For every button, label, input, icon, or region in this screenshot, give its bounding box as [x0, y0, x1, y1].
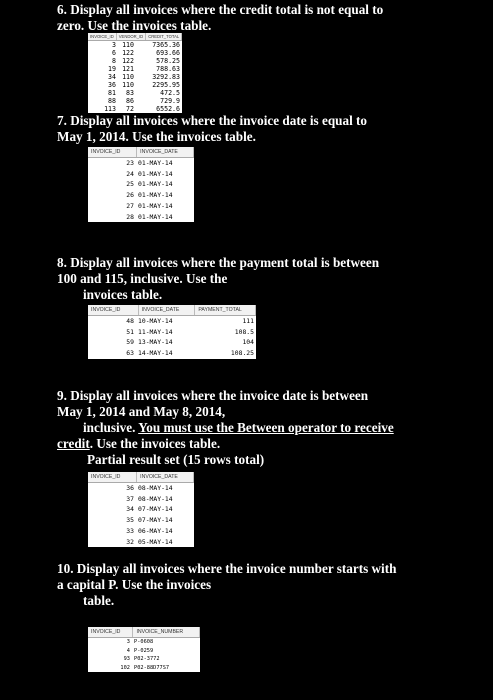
- question-8-line2: 100 and 115, inclusive. Use the: [57, 271, 228, 286]
- table-cell: P-0259: [134, 647, 154, 654]
- table-row: [88, 158, 194, 169]
- table-cell: 81: [108, 89, 116, 97]
- col-header: INVOICE_ID: [88, 147, 137, 157]
- table-row: [88, 73, 182, 81]
- question-10-line1: 10. Display all invoices where the invoice number starts with: [57, 561, 397, 576]
- table-cell: 113: [104, 105, 116, 113]
- table-cell: 32: [126, 537, 134, 546]
- table-row: [88, 57, 182, 65]
- q7-result-table: [88, 147, 194, 222]
- table-row: [88, 526, 194, 537]
- question-7-line1: 7. Display all invoices where the invoice date is equal to: [57, 113, 368, 128]
- table-cell: 08-MAY-14: [138, 484, 173, 492]
- table-row: [88, 212, 194, 223]
- table-row: [88, 65, 182, 73]
- table-cell: 122: [122, 57, 134, 65]
- q8-result-table: [88, 305, 256, 359]
- table-row: [88, 647, 200, 656]
- table-row: [88, 494, 194, 505]
- table-row: [88, 41, 182, 49]
- question-9-line3-text: inclusive.: [83, 420, 139, 435]
- question-9-partial-note: Partial result set (15 rows total): [87, 452, 265, 467]
- table-cell: 3: [126, 639, 130, 645]
- table-cell: 01-MAY-14: [138, 169, 173, 178]
- table-cell: 729.9: [160, 97, 180, 105]
- question-9-line3: [57, 420, 442, 436]
- table-cell: 121: [122, 65, 134, 73]
- table-cell: 2295.95: [152, 81, 180, 89]
- table-row: [88, 201, 194, 212]
- question-9-line4: [57, 436, 442, 452]
- table-cell: 28: [126, 212, 134, 221]
- question-10-line2: a capital P. Use the invoices: [57, 577, 212, 592]
- table-row: [88, 655, 200, 664]
- table-cell: 34: [108, 73, 116, 81]
- table-cell: P02-88D77S7: [134, 664, 170, 671]
- table-header: [88, 472, 194, 483]
- q10-result-table: [88, 627, 200, 672]
- col-header: INVOICE_DATE: [137, 472, 194, 482]
- q6-result-table: [88, 33, 182, 113]
- table-cell: 86: [126, 97, 134, 105]
- table-row: [88, 348, 256, 359]
- question-6: [57, 2, 442, 34]
- table-cell: 11-MAY-14: [138, 327, 173, 336]
- table-cell: 33: [126, 526, 134, 535]
- question-6-line2: zero. Use the invoices table.: [57, 18, 212, 33]
- table-cell: 24: [126, 169, 134, 178]
- table-cell: 05-MAY-14: [138, 537, 173, 546]
- col-header: INVOICE_ID: [88, 472, 137, 482]
- question-10-line3: table.: [83, 593, 115, 608]
- table-cell: 01-MAY-14: [138, 159, 173, 167]
- table-row: [88, 81, 182, 89]
- question-9-requirement-end: credit: [57, 436, 90, 451]
- table-cell: 01-MAY-14: [138, 201, 173, 210]
- table-cell: 25: [126, 180, 134, 189]
- table-cell: 23: [126, 159, 134, 167]
- table-cell: 3292.83: [152, 73, 180, 81]
- table-cell: 110: [122, 41, 134, 49]
- question-7: [57, 113, 442, 145]
- col-header: INVOICE_DATE: [139, 305, 196, 315]
- table-cell: 693.66: [156, 49, 180, 57]
- table-row: [88, 483, 194, 494]
- table-cell: 108.5: [234, 327, 254, 336]
- table-row: [88, 179, 194, 190]
- table-cell: 59: [126, 338, 134, 347]
- question-9: [57, 388, 442, 468]
- table-row: [88, 89, 182, 97]
- question-10: [57, 561, 442, 609]
- col-header: INVOICE_ID: [88, 305, 139, 315]
- question-9-line4-text: . Use the invoices table.: [89, 436, 221, 451]
- col-header: INVOICE_ID: [88, 627, 133, 637]
- table-cell: 35: [126, 516, 134, 525]
- col-header: PAYMENT_TOTAL: [195, 305, 256, 315]
- table-cell: 07-MAY-14: [138, 505, 173, 514]
- table-cell: 108.25: [230, 349, 254, 358]
- question-8: [57, 255, 442, 303]
- table-cell: 37: [126, 494, 134, 503]
- table-cell: 110: [122, 73, 134, 81]
- question-9-requirement: You must use the Between operator to receive: [138, 420, 394, 435]
- table-row: [88, 537, 194, 548]
- table-cell: 01-MAY-14: [138, 191, 173, 200]
- table-cell: 48: [126, 317, 134, 325]
- table-row: [88, 664, 200, 673]
- table-row: [88, 169, 194, 180]
- table-header: [88, 305, 256, 316]
- table-cell: 72: [126, 105, 134, 113]
- col-header: INVOICE_DATE: [137, 147, 194, 157]
- table-cell: 788.63: [156, 65, 180, 73]
- table-cell: 4: [126, 647, 130, 654]
- table-cell: 88: [108, 97, 116, 105]
- table-row: [88, 638, 200, 647]
- col-header: VENDOR_ID: [117, 33, 146, 40]
- table-header: [88, 147, 194, 158]
- table-cell: 472.5: [160, 89, 180, 97]
- table-row: [88, 337, 256, 348]
- table-cell: 83: [126, 89, 134, 97]
- q9-result-table: [88, 472, 194, 547]
- table-cell: 08-MAY-14: [138, 494, 173, 503]
- table-header: [88, 33, 182, 41]
- table-cell: 14-MAY-14: [138, 349, 173, 358]
- table-cell: 63: [126, 349, 134, 358]
- table-cell: 6552.6: [156, 105, 180, 113]
- table-row: [88, 515, 194, 526]
- table-cell: 06-MAY-14: [138, 526, 173, 535]
- table-cell: 36: [108, 81, 116, 89]
- table-cell: 36: [126, 484, 134, 492]
- table-cell: 27: [126, 201, 134, 210]
- table-cell: 26: [126, 191, 134, 200]
- table-row: [88, 316, 256, 327]
- table-cell: 104: [242, 338, 254, 347]
- table-cell: 01-MAY-14: [138, 180, 173, 189]
- col-header: INVOICE_ID: [88, 33, 117, 40]
- table-cell: P-0608: [134, 639, 154, 645]
- table-row: [88, 327, 256, 338]
- question-9-line2: May 1, 2014 and May 8, 2014,: [57, 404, 226, 419]
- table-cell: 3: [112, 41, 116, 49]
- table-cell: 8: [112, 57, 116, 65]
- col-header: INVOICE_NUMBER: [133, 627, 200, 637]
- table-cell: 51: [126, 327, 134, 336]
- table-cell: 110: [122, 81, 134, 89]
- table-cell: 01-MAY-14: [138, 212, 173, 221]
- table-cell: 19: [108, 65, 116, 73]
- table-cell: 07-MAY-14: [138, 516, 173, 525]
- table-row: [88, 97, 182, 105]
- table-cell: 7365.36: [152, 41, 180, 49]
- question-8-line1: 8. Display all invoices where the payment total is between: [57, 255, 380, 270]
- question-6-line1: 6. Display all invoices where the credit total is not equal to: [57, 2, 384, 17]
- table-cell: 93: [123, 656, 130, 663]
- table-cell: 578.25: [156, 57, 180, 65]
- table-cell: 122: [122, 49, 134, 57]
- table-row: [88, 504, 194, 515]
- table-cell: 6: [112, 49, 116, 57]
- table-cell: 111: [242, 317, 254, 325]
- table-cell: 13-MAY-14: [138, 338, 173, 347]
- col-header: CREDIT_TOTAL: [146, 33, 182, 40]
- question-9-line1: 9. Display all invoices where the invoice date is between: [57, 388, 369, 403]
- question-8-line3: invoices table.: [83, 287, 163, 302]
- table-cell: P02-3772: [134, 656, 160, 663]
- table-cell: 10-MAY-14: [138, 317, 173, 325]
- question-7-line2: May 1, 2014. Use the invoices table.: [57, 129, 256, 144]
- table-header: [88, 627, 200, 638]
- table-cell: 34: [126, 505, 134, 514]
- table-row: [88, 49, 182, 57]
- table-row: [88, 190, 194, 201]
- table-row: [88, 105, 182, 113]
- table-cell: 102: [120, 664, 130, 671]
